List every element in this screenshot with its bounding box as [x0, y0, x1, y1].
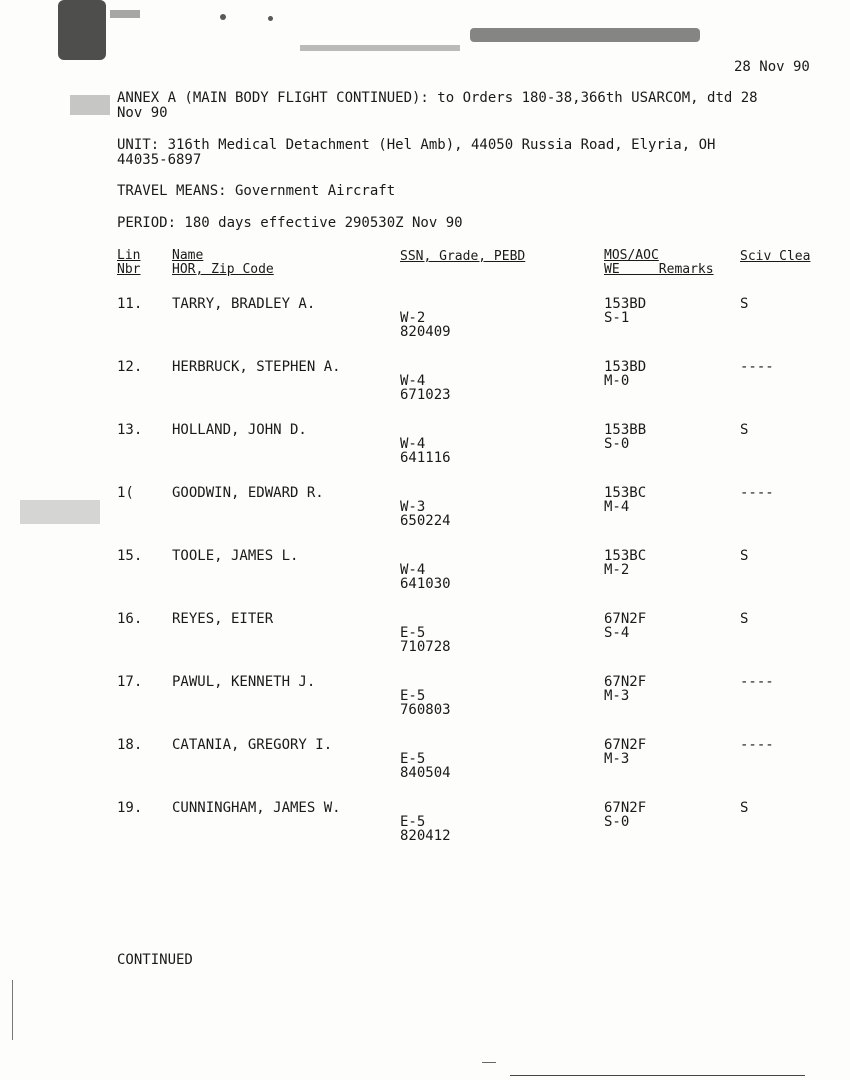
col-lin-1: Lin [117, 248, 141, 263]
row-number: 13. [117, 422, 143, 438]
row-clearance: S [740, 548, 749, 564]
row-clearance: ---- [740, 359, 774, 375]
annex-title-cont: Nov 90 [117, 105, 168, 121]
continued-label: CONTINUED [117, 952, 193, 968]
row-clearance: S [740, 800, 749, 816]
row-clearance: S [740, 296, 749, 312]
col-lin [117, 249, 140, 277]
row-number: 1( [117, 485, 134, 501]
row-pebd: 671023 [400, 387, 451, 403]
row-we: S-0 [604, 436, 630, 452]
row-mos: 67N2F [604, 737, 647, 753]
col-name [172, 249, 274, 277]
row-name: CUNNINGHAM, JAMES W. [172, 800, 341, 816]
margin-mark [12, 980, 13, 1040]
row-number: 19. [117, 800, 143, 816]
row-name: CATANIA, GREGORY I. [172, 737, 333, 753]
row-pebd: 710728 [400, 639, 451, 655]
row-we: M-0 [604, 373, 630, 389]
col-clearance: Sciv Clea [740, 249, 811, 264]
row-grade: W-3 [400, 499, 426, 515]
col-ssn: SSN, Grade, PEBD [400, 249, 526, 264]
row-grade: W-4 [400, 562, 426, 578]
row-name: HERBRUCK, STEPHEN A. [172, 359, 341, 375]
row-we: M-3 [604, 688, 630, 704]
row-name: REYES, EITER [172, 611, 274, 627]
row-mos: 67N2F [604, 674, 647, 690]
row-number: 17. [117, 674, 143, 690]
row-clearance: ---- [740, 737, 774, 753]
scan-smudge [58, 0, 106, 60]
row-pebd: 641030 [400, 576, 451, 592]
row-number: 11. [117, 296, 143, 312]
row-pebd: 760803 [400, 702, 451, 718]
col-name-2: HOR, Zip Code [172, 262, 274, 277]
row-grade: E-5 [400, 688, 426, 704]
row-mos: 153BC [604, 548, 647, 564]
row-mos: 153BD [604, 359, 647, 375]
row-grade: E-5 [400, 814, 426, 830]
scan-smudge [110, 10, 140, 18]
row-clearance: ---- [740, 485, 774, 501]
row-we: S-4 [604, 625, 630, 641]
col-lin-2: Nbr [117, 262, 141, 277]
row-pebd: 840504 [400, 765, 451, 781]
row-clearance: S [740, 611, 749, 627]
unit-line: UNIT: 316th Medical Detachment (Hel Amb), 44050 Russia Road, Elyria, OH [117, 137, 716, 153]
row-pebd: 820409 [400, 324, 451, 340]
row-name: HOLLAND, JOHN D. [172, 422, 307, 438]
row-pebd: 650224 [400, 513, 451, 529]
divider [482, 1062, 496, 1063]
bottom-rule [510, 1075, 805, 1076]
row-name: TARRY, BRADLEY A. [172, 296, 316, 312]
row-pebd: 820412 [400, 828, 451, 844]
row-mos: 153BD [604, 296, 647, 312]
row-number: 15. [117, 548, 143, 564]
row-we: M-4 [604, 499, 630, 515]
scan-smudge [268, 16, 273, 21]
row-grade: W-4 [400, 436, 426, 452]
header-date: 28 Nov 90 [734, 59, 810, 75]
row-we: M-2 [604, 562, 630, 578]
scan-smudge [470, 28, 700, 42]
row-we: S-1 [604, 310, 630, 326]
scan-smudge [20, 500, 100, 524]
col-name-1: Name [172, 248, 204, 263]
row-pebd: 641116 [400, 450, 451, 466]
row-clearance: S [740, 422, 749, 438]
row-grade: W-2 [400, 310, 426, 326]
col-mos-1: MOS/AOC [604, 248, 659, 263]
travel-means: TRAVEL MEANS: Government Aircraft [117, 183, 396, 199]
row-we: S-0 [604, 814, 630, 830]
row-grade: E-5 [400, 625, 426, 641]
col-mos-2: WE Remarks [604, 262, 714, 277]
row-name: GOODWIN, EDWARD R. [172, 485, 324, 501]
scan-smudge [300, 45, 460, 51]
row-we: M-3 [604, 751, 630, 767]
row-grade: E-5 [400, 751, 426, 767]
row-number: 18. [117, 737, 143, 753]
row-clearance: ---- [740, 674, 774, 690]
row-mos: 153BB [604, 422, 647, 438]
annex-title: ANNEX A (MAIN BODY FLIGHT CONTINUED): to Orders 180-38,366th USARCOM, dtd 28 [117, 90, 758, 106]
row-mos: 67N2F [604, 611, 647, 627]
scan-smudge [220, 14, 226, 20]
row-number: 16. [117, 611, 143, 627]
scan-smudge [70, 95, 110, 115]
row-name: TOOLE, JAMES L. [172, 548, 299, 564]
row-number: 12. [117, 359, 143, 375]
unit-zip: 44035-6897 [117, 152, 202, 168]
col-mos [604, 249, 714, 277]
period: PERIOD: 180 days effective 290530Z Nov 90 [117, 215, 463, 231]
row-mos: 153BC [604, 485, 647, 501]
row-mos: 67N2F [604, 800, 647, 816]
row-name: PAWUL, KENNETH J. [172, 674, 316, 690]
row-grade: W-4 [400, 373, 426, 389]
